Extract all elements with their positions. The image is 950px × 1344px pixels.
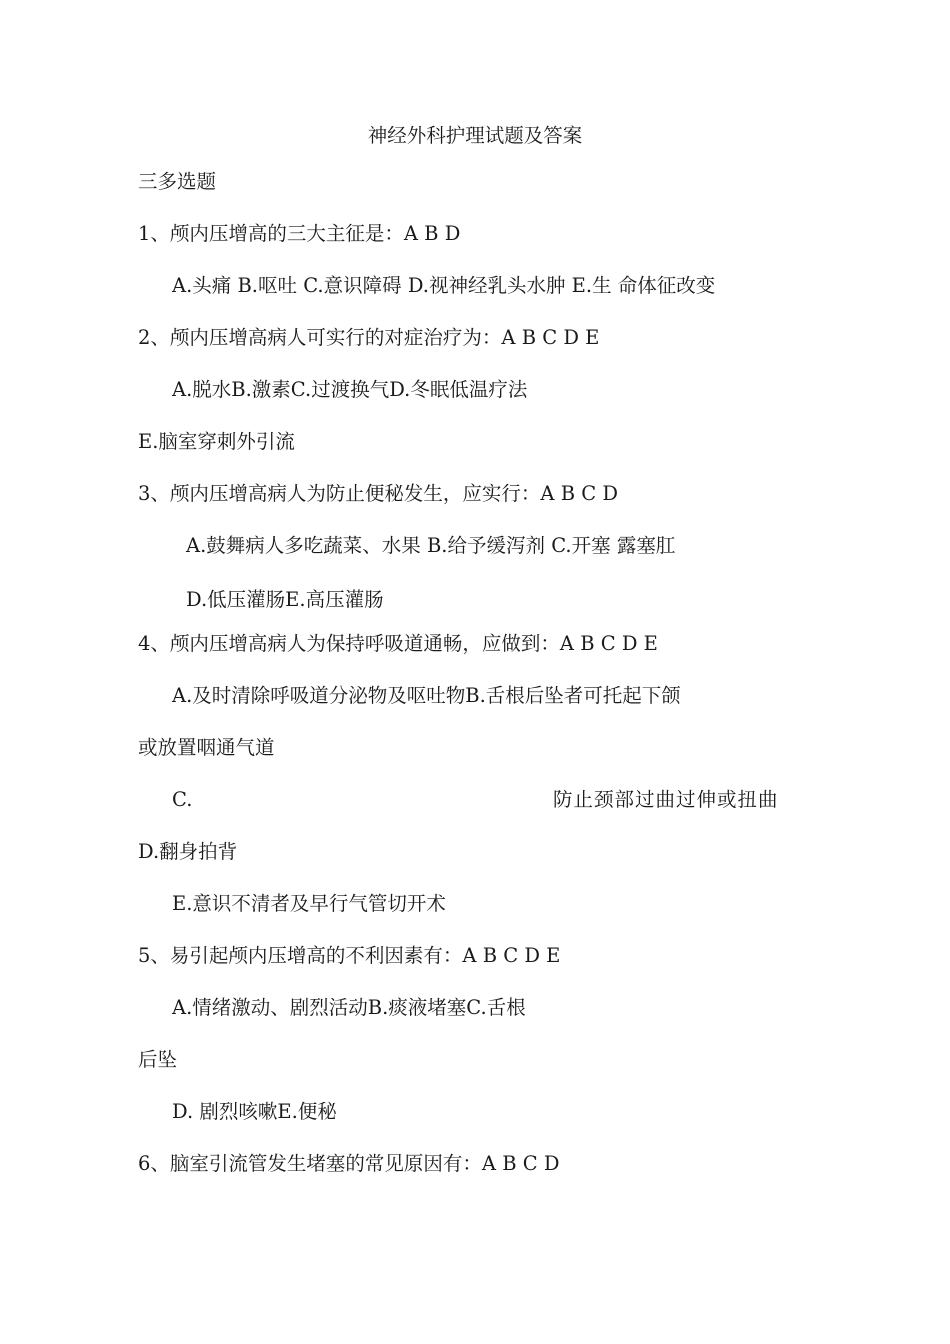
question-4: 4、颅内压增高病人为保持呼吸道通畅，应做到：A B C D E xyxy=(138,632,658,655)
question-5-options-line3: D. 剧烈咳嗽E.便秘 xyxy=(172,1100,337,1123)
question-4-option-d: D.翻身拍背 xyxy=(138,840,238,863)
question-3: 3、颅内压增高病人为防止便秘发生，应实行：A B C D xyxy=(138,482,618,505)
question-4-option-c-text: 防止颈部过曲过伸或扭曲 xyxy=(553,788,779,811)
question-2-options-line1: A.脱水B.激素C.过渡换气D.冬眠低温疗法 xyxy=(172,378,528,401)
question-5: 5、易引起颅内压增高的不利因素有：A B C D E xyxy=(138,944,561,967)
question-3-options-line1: A.鼓舞病人多吃蔬菜、水果 B.给予缓泻剂 C.开塞 露塞肛 xyxy=(186,534,676,557)
question-6: 6、脑室引流管发生堵塞的常见原因有：A B C D xyxy=(138,1152,560,1175)
question-4-option-e: E.意识不清者及早行气管切开术 xyxy=(172,892,446,915)
question-1-options: A.头痛 B.呕吐 C.意识障碍 D.视神经乳头水肿 E.生 命体征改变 xyxy=(172,274,716,297)
section-heading: 三多选题 xyxy=(138,170,217,193)
question-4-options-line1: A.及时清除呼吸道分泌物及呕吐物B.舌根后坠者可托起下颌 xyxy=(172,684,681,707)
question-5-options-line1: A.情绪激动、剧烈活动B.痰液堵塞C.舌根 xyxy=(172,996,526,1019)
document-title: 神经外科护理试题及答案 xyxy=(367,124,583,147)
question-4-options-line2: 或放置咽通气道 xyxy=(138,736,275,759)
question-2: 2、颅内压增高病人可实行的对症治疗为：A B C D E xyxy=(138,326,600,349)
question-1: 1、颅内压增高的三大主征是：A B D xyxy=(138,222,461,245)
question-2-options-line2: E.脑室穿刺外引流 xyxy=(138,430,295,453)
question-4-option-c-label: C. xyxy=(172,788,193,811)
question-3-options-line2: D.低压灌肠E.高压灌肠 xyxy=(186,588,384,611)
question-5-options-line2: 后坠 xyxy=(138,1048,178,1071)
